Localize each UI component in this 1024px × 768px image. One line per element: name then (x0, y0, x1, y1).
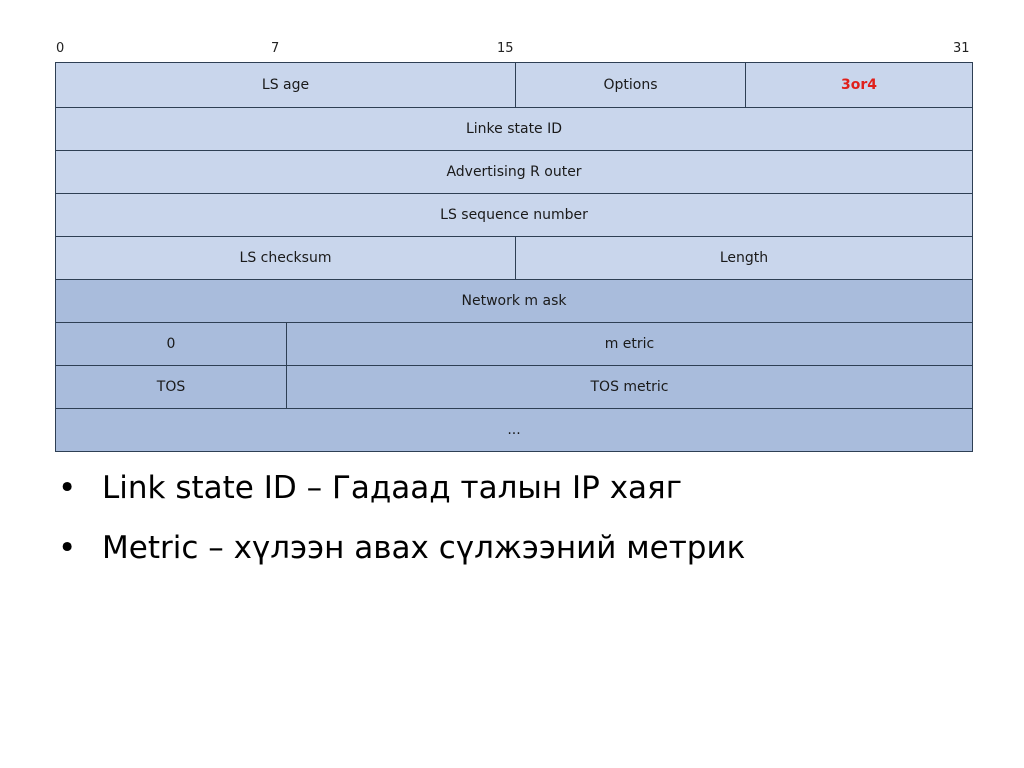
field-network-mask: Network m ask (56, 280, 972, 322)
packet-row-continuation (56, 408, 972, 451)
packet-row-ls-sequence (56, 193, 972, 236)
ospf-lsa-header-diagram (55, 62, 973, 452)
field-options: Options (515, 63, 745, 107)
bullet-dot: • (58, 470, 77, 506)
packet-row-link-state-id (56, 107, 972, 150)
field-zero: 0 (56, 323, 286, 365)
bit-tick-0: 0 (56, 41, 65, 56)
list-item (58, 518, 988, 578)
field-length: Length (515, 237, 972, 279)
field-metric: m etric (286, 323, 972, 365)
field-tos-metric: TOS metric (286, 366, 972, 408)
field-ls-type: 3or4 (745, 63, 972, 107)
bullet-text-metric: Metric – хүлээн авах сүлжээний метрик (102, 530, 746, 566)
bullet-list (58, 458, 988, 578)
bullet-text-link-state-id: Link state ID – Гадаад талын IP хаяг (102, 470, 682, 506)
packet-row-ls-age (56, 63, 972, 107)
bit-tick-7: 7 (271, 41, 280, 56)
packet-row-network-mask (56, 279, 972, 322)
list-item (58, 458, 988, 518)
bullet-dot: • (58, 530, 77, 566)
packet-row-metric (56, 322, 972, 365)
field-ls-sequence-number: LS sequence number (56, 194, 972, 236)
bit-tick-31: 31 (953, 41, 970, 56)
field-ls-checksum: LS checksum (56, 237, 515, 279)
packet-row-advertising-router (56, 150, 972, 193)
field-continuation: ... (56, 409, 972, 451)
field-link-state-id: Linke state ID (56, 108, 972, 150)
field-advertising-router: Advertising R outer (56, 151, 972, 193)
packet-row-tos (56, 365, 972, 408)
field-tos: TOS (56, 366, 286, 408)
bit-tick-15: 15 (497, 41, 514, 56)
bit-ruler (0, 41, 1024, 61)
field-ls-age: LS age (56, 63, 515, 107)
packet-row-checksum-length (56, 236, 972, 279)
